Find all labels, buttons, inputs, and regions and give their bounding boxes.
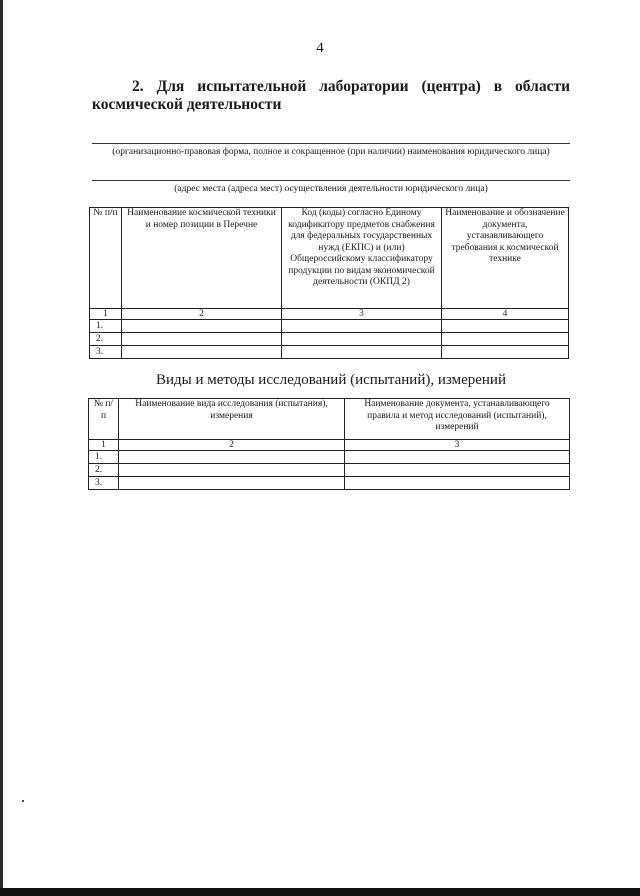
table-cell — [442, 346, 569, 359]
table-row — [89, 464, 570, 477]
org-name-blank-line — [92, 143, 570, 144]
section-heading-line2: космической деятельности — [92, 96, 282, 113]
table-row — [89, 477, 570, 490]
header-code: Код (коды) согласно Единому кодификатору предметов снабжения для федеральных государственных нужд (ЕКПС) и (или) Общероссийскому классификатору продукции по видам экономической деятельности (ОКПД 2) — [282, 208, 442, 309]
table-cell — [282, 333, 442, 346]
scan-edge-bottom — [0, 888, 640, 896]
table-cell — [345, 464, 570, 477]
scan-edge-left — [0, 0, 3, 896]
section-heading-line1: 2. Для испытательной лаборатории (центра) в области — [132, 78, 570, 95]
org-name-caption: (организационно-правовая форма, полное и сокращенное (при наличии) наименования юридического лица) — [112, 147, 550, 157]
table-cell — [119, 451, 345, 464]
row-number: 3. — [90, 346, 122, 359]
header-number: № п/п — [90, 208, 122, 309]
table-row — [89, 451, 570, 464]
scan-speck — [22, 800, 24, 802]
column-number: 2 — [122, 309, 282, 320]
table-cell — [119, 477, 345, 490]
table-cell — [122, 320, 282, 333]
research-methods-table — [88, 398, 570, 490]
table-cell — [345, 477, 570, 490]
column-number: 2 — [119, 440, 345, 451]
table-row — [90, 320, 569, 333]
header-document: Наименование и обозначение документа, устанавливающего требования к космической технике — [442, 208, 569, 309]
table-cell — [282, 320, 442, 333]
table-cell — [442, 320, 569, 333]
address-blank-line — [92, 180, 570, 181]
column-number: 1 — [90, 309, 122, 320]
space-tech-table — [89, 207, 569, 359]
row-number: 3. — [89, 477, 119, 490]
table-cell — [122, 333, 282, 346]
column-number-row — [89, 440, 570, 451]
table-cell — [122, 346, 282, 359]
address-caption: (адрес места (адреса мест) осуществления деятельности юридического лица) — [174, 184, 488, 194]
table-cell — [345, 451, 570, 464]
header-research-type: Наименование вида исследования (испытания), измерения — [119, 399, 345, 440]
table-header-row — [89, 399, 570, 440]
column-number: 3 — [345, 440, 570, 451]
table-cell — [282, 346, 442, 359]
header-number: № п/п — [89, 399, 119, 440]
table-row — [90, 346, 569, 359]
section-heading — [92, 78, 570, 114]
table-header-row — [90, 208, 569, 309]
row-number: 2. — [89, 464, 119, 477]
table-cell — [442, 333, 569, 346]
row-number: 2. — [90, 333, 122, 346]
column-number: 4 — [442, 309, 569, 320]
column-number: 3 — [282, 309, 442, 320]
row-number: 1. — [90, 320, 122, 333]
row-number: 1. — [89, 451, 119, 464]
page-number: 4 — [316, 40, 324, 56]
methods-section-title: Виды и методы исследований (испытаний), измерений — [156, 372, 506, 388]
table-cell — [119, 464, 345, 477]
header-method-document: Наименование документа, устанавливающего правила и метод исследований (испытаний), измерений — [345, 399, 570, 440]
column-number: 1 — [89, 440, 119, 451]
table-row — [90, 333, 569, 346]
column-number-row — [90, 309, 569, 320]
header-space-tech-name: Наименование космической техники и номер позиции в Перечне — [122, 208, 282, 309]
